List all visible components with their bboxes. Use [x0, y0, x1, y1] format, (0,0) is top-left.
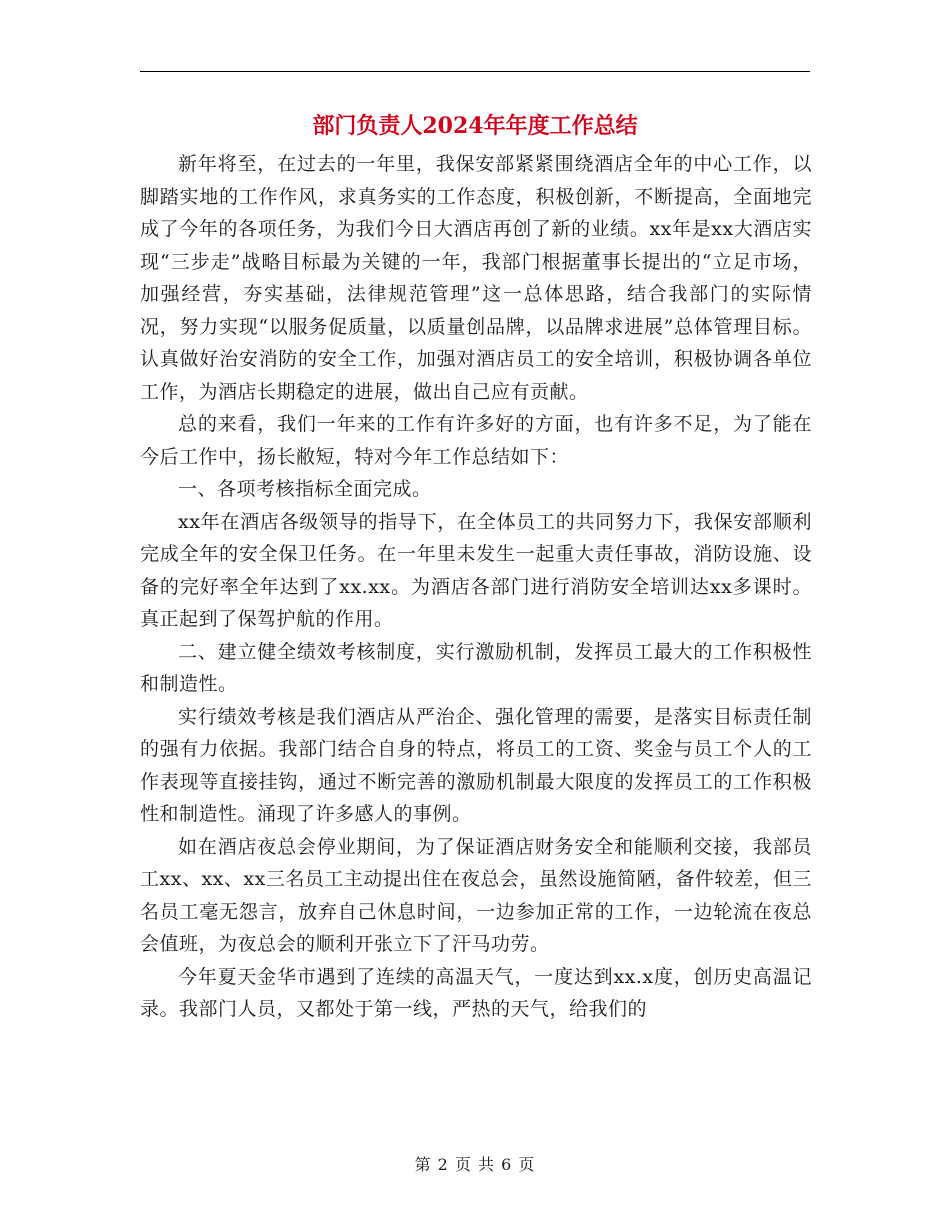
paragraph-section-1: xx年在酒店各级领导的指导下，在全体员工的共同努力下，我保安部顺利完成全年的安全保卫任务。在一年里未发生一起重大责任事故，消防设施、设备的完好率全年达到了xx.xx。为酒店各部门进行消防安全培训达xx多课时。真正起到了保驾护航的作用。 — [140, 510, 812, 630]
header-rule — [140, 71, 810, 72]
document-title: 部门负责人2024年年度工作总结 — [312, 113, 638, 139]
paragraph-section-2: 实行绩效考核是我们酒店从严治企、强化管理的需要，是落实目标责任制的强有力依据。我部门结合自身的特点，将员工的工资、奖金与员工个人的工作表现等直接挂钩，通过不断完善的激励机制最大限度的发挥员工的工作积极性和制造性。涌现了许多感人的事例。 — [140, 705, 812, 825]
paragraph-overview: 总的来看，我们一年来的工作有许多好的方面，也有许多不足，为了能在今后工作中，扬长敝短，特对今年工作总结如下： — [140, 413, 812, 468]
paragraph-intro: 新年将至，在过去的一年里，我保安部紧紧围绕酒店全年的中心工作，以脚踏实地的工作作风，求真务实的工作态度，积极创新，不断提高，全面地完成了今年的各项任务，为我们今日大酒店再创了新的业绩。xx年是xx大酒店实现“三步走”战略目标最为关键的一年，我部门根据董事长提出的“立足市场，加强经营，夯实基础，法律规范管理”这一总体思路，结合我部门的实际情况，努力实现“以服务促质量，以质量创品牌，以品牌求进展”总体管理目标。认真做好治安消防的安全工作，加强对酒店员工的安全培训，积极协调各单位工作，为酒店长期稳定的进展，做出自己应有贡献。 — [140, 153, 812, 403]
paragraph-example-heat: 今年夏天金华市遇到了连续的高温天气，一度达到xx.x度，创历史高温记录。我部门人员，又都处于第一线，严热的天气，给我们的 — [140, 965, 812, 1020]
document-body — [140, 148, 812, 1026]
page-number: 第 2 页 共 6 页 — [414, 1155, 536, 1174]
section-heading-1: 一、各项考核指标全面完成。 — [178, 478, 432, 500]
section-heading-2: 二、建立健全绩效考核制度，实行激励机制，发挥员工最大的工作积极性和制造性。 — [140, 640, 812, 695]
paragraph-example-nightclub: 如在酒店夜总会停业期间，为了保证酒店财务安全和能顺利交接，我部员工xx、xx、xx三名员工主动提出住在夜总会，虽然设施简陋，备件较差，但三名员工毫无怨言，放弃自己休息时间，一边参加正常的工作，一边轮流在夜总会值班，为夜总会的顺利开张立下了汗马功劳。 — [140, 835, 812, 955]
